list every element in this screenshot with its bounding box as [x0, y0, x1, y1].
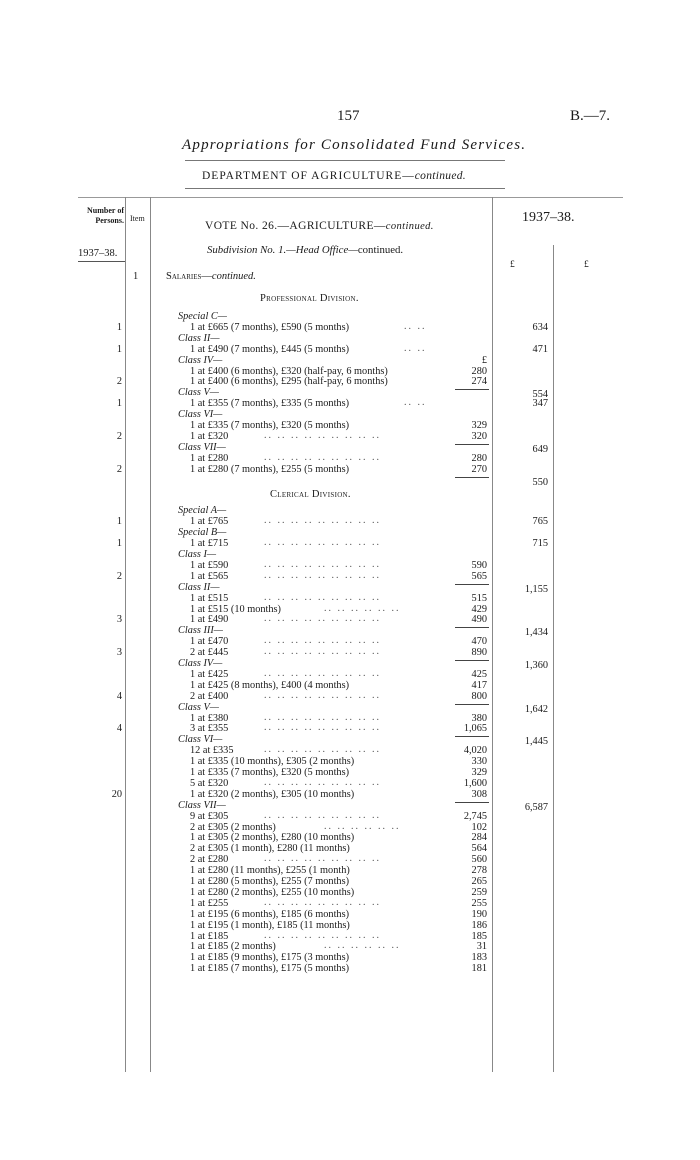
sub-amount: 429 — [471, 603, 487, 615]
sub-amount: 490 — [471, 614, 487, 626]
schedule-row-label: 12 at £335 — [190, 745, 234, 757]
schedule-row-label: 1 at £400 (6 months), £320 (half-pay, 6 months) — [190, 365, 388, 377]
total-amount: 765 — [532, 516, 548, 528]
leader-dots: .. .. .. .. .. .. — [324, 820, 401, 832]
year-underline — [78, 261, 125, 262]
sub-amount: 190 — [471, 908, 487, 920]
sub-amount: 320 — [471, 430, 487, 442]
schedule-row-label: 1 at £715 — [190, 538, 229, 550]
total-amount: 471 — [532, 343, 548, 355]
sub-amount: 255 — [471, 897, 487, 909]
sub-amount: 329 — [471, 420, 487, 431]
sub-amount: 590 — [471, 559, 487, 571]
schedule-row-label: 1 at £515 (10 months) — [190, 603, 281, 615]
persons-count: 1 — [116, 321, 122, 333]
sub-amount: 417 — [471, 679, 487, 691]
schedule-row-label: Class II— — [178, 332, 220, 344]
total-amount: 1,642 — [524, 703, 548, 715]
schedule-row-label: Class VI— — [178, 409, 223, 421]
schedule-row-label: 1 at £515 — [190, 592, 229, 604]
sub-amount: 4,020 — [463, 745, 487, 757]
item-number: 1 — [133, 271, 139, 282]
page-title: Appropriations for Consolidated Fund Services. — [182, 137, 527, 153]
leader-dots: .. .. — [404, 397, 427, 409]
leader-dots: .. .. .. .. .. .. .. .. .. — [264, 896, 381, 908]
sub-amount: 515 — [471, 592, 487, 604]
leader-dots: .. .. .. .. .. .. .. .. .. — [264, 667, 381, 679]
schedule-row-label: 1 at £320 (2 months), £305 (10 months) — [190, 788, 355, 800]
schedule-row-label: 1 at £335 (10 months), £305 (2 months) — [190, 756, 355, 768]
schedule-row-label: 1 at £400 (6 months), £295 (half-pay, 6 months) — [190, 376, 388, 388]
schedule-row-label: Class IV— — [178, 354, 223, 366]
schedule-row-label: Class VII— — [178, 441, 226, 453]
subtotal-rule — [455, 584, 489, 585]
persons-count: 1 — [116, 343, 122, 355]
title-rule — [185, 160, 505, 161]
sub-amount: 185 — [471, 930, 487, 942]
subtotal-rule — [455, 660, 489, 661]
total-amount: 347 — [532, 398, 548, 410]
sub-amount: 270 — [471, 463, 487, 475]
schedule-row-label: 1 at £765 — [190, 516, 229, 528]
schedule-row-label: 2 at £400 — [190, 690, 229, 702]
schedule-row-label: 5 at £320 — [190, 777, 229, 789]
schedule-row-label: Class I— — [178, 549, 217, 560]
total-amount: 554 — [532, 389, 548, 401]
schedule-row-label: 2 at £280 — [190, 854, 229, 866]
department-rule — [185, 188, 505, 189]
sub-amount: 186 — [471, 919, 487, 931]
schedule-row-label: Class V— — [178, 701, 219, 713]
sub-amount: 329 — [471, 767, 487, 778]
leader-dots: .. .. .. .. .. .. .. .. .. — [264, 689, 381, 701]
schedule-row-label: Special A— — [178, 505, 227, 517]
number-of-persons-header: Number of Persons. — [87, 206, 124, 225]
sub-amount: 800 — [471, 690, 487, 702]
schedule-row-label: Class VII— — [178, 799, 226, 811]
item-header: Item — [130, 214, 145, 223]
persons-count: 2 — [116, 430, 122, 442]
schedule-row-label: 1 at £490 (7 months), £445 (5 months) — [190, 343, 350, 355]
leader-dots: .. .. .. .. .. .. .. .. .. — [264, 515, 381, 527]
leader-dots: .. .. .. .. .. .. .. .. .. — [264, 613, 381, 625]
leader-dots: .. .. .. .. .. .. .. .. .. — [264, 451, 381, 463]
schedule-row-label: 1 at £280 (2 months), £255 (10 months) — [190, 886, 355, 898]
schedule-row-label: 2 at £305 (1 month), £280 (11 months) — [190, 843, 350, 855]
year-right-header: 1937–38. — [522, 210, 575, 225]
sub-amount: 265 — [471, 876, 487, 887]
schedule-row-label: 1 at £425 — [190, 668, 229, 680]
schedule-row-label: 1 at £305 (2 months), £280 (10 months) — [190, 832, 355, 844]
professional-division-heading: Professional Division. — [260, 293, 359, 304]
total-amount: 1,434 — [524, 627, 548, 639]
schedule-row-label: 1 at £425 (8 months), £400 (4 months) — [190, 679, 350, 691]
sub-amount: 470 — [471, 636, 487, 648]
persons-count: 1 — [116, 538, 122, 550]
total-amount: 6,587 — [524, 801, 548, 813]
leader-dots: .. .. .. .. .. .. — [324, 602, 401, 614]
schedule-row-label: 1 at £335 (7 months), £320 (5 months) — [190, 767, 350, 778]
schedule-row-label: Class IV— — [178, 658, 223, 669]
item-column-rule — [150, 197, 151, 1072]
schedule-row-label: 1 at £565 — [190, 570, 229, 582]
persons-count: 3 — [116, 647, 122, 659]
leader-dots: .. .. .. .. .. .. .. .. .. — [264, 929, 381, 941]
total-amount: 1,445 — [524, 736, 548, 748]
sub-amount: £ — [481, 354, 487, 366]
sub-amount: 890 — [471, 647, 487, 659]
schedule-row-label: 1 at £280 — [190, 452, 229, 464]
leader-dots: .. .. .. .. .. .. .. .. .. — [264, 809, 381, 821]
total-amount: 649 — [532, 443, 548, 455]
sub-amount: 278 — [471, 865, 487, 877]
schedule-row-label: 2 at £305 (2 months) — [190, 821, 276, 833]
schedule-row-label: 1 at £280 (11 months), £255 (1 month) — [190, 865, 350, 877]
sub-amount: 1,065 — [463, 723, 487, 735]
total-amount: 634 — [532, 321, 548, 333]
salaries-heading: Salaries—continued. — [166, 271, 256, 282]
sub-amount: 2,745 — [463, 810, 487, 822]
schedule-row-label: 1 at £590 — [190, 559, 229, 571]
leader-dots: .. .. .. .. .. .. — [324, 940, 401, 952]
persons-count: 20 — [111, 788, 122, 800]
schedule-row-label: 1 at £380 — [190, 712, 229, 724]
schedule-row-label: 1 at £490 — [190, 614, 229, 626]
persons-count: 2 — [116, 570, 122, 582]
sub-amount-column-rule — [492, 197, 493, 1072]
sub-amount: 425 — [471, 668, 487, 680]
total-column-rule — [553, 245, 554, 1072]
subtotal-rule — [455, 736, 489, 737]
sub-amount: 280 — [471, 365, 487, 377]
subtotal-rule — [455, 627, 489, 628]
schedule-row-label: 1 at £195 (1 month), £185 (11 months) — [190, 919, 350, 931]
table-top-rule — [78, 197, 623, 198]
schedule-row-label: Class V— — [178, 387, 219, 399]
sub-amount: 259 — [471, 886, 487, 898]
leader-dots: .. .. — [404, 320, 427, 332]
schedule-row-label: 1 at £195 (6 months), £185 (6 months) — [190, 908, 350, 920]
sub-amount: 274 — [471, 376, 487, 388]
schedule-row-label: 1 at £320 — [190, 430, 229, 442]
persons-count: 4 — [116, 723, 122, 735]
sub-amount: 380 — [471, 712, 487, 724]
sub-amount: 560 — [471, 854, 487, 866]
total-amount: 550 — [532, 476, 548, 488]
sub-amount: 181 — [471, 963, 487, 975]
schedule-row-label: Special C— — [178, 311, 227, 322]
schedule-row-label: 1 at £470 — [190, 636, 229, 648]
schedule-row-label: 1 at £280 (5 months), £255 (7 months) — [190, 876, 350, 887]
schedule-row-label: 1 at £185 (7 months), £175 (5 months) — [190, 963, 350, 975]
leader-dots: .. .. .. .. .. .. .. .. .. — [264, 744, 381, 756]
subtotal-rule — [455, 477, 489, 478]
sub-amount: 330 — [471, 756, 487, 768]
persons-column-rule — [125, 197, 126, 1072]
page-reference: B.—7. — [570, 108, 611, 124]
subtotal-rule — [455, 444, 489, 445]
vote-heading: VOTE No. 26.—AGRICULTURE—continued. — [205, 220, 434, 232]
persons-count: 2 — [116, 376, 122, 388]
year-left-header: 1937–38. — [78, 248, 118, 259]
department-heading: DEPARTMENT OF AGRICULTURE—continued. — [202, 170, 466, 182]
schedule-row-label: 1 at £185 (2 months) — [190, 941, 276, 953]
sub-amount: 564 — [471, 843, 487, 855]
sub-amount: 280 — [471, 452, 487, 464]
leader-dots: .. .. .. .. .. .. .. .. .. — [264, 853, 381, 865]
schedule-row-label: 9 at £305 — [190, 810, 229, 822]
schedule-row-label: Special B— — [178, 527, 227, 539]
sub-amount: 284 — [471, 832, 487, 844]
sub-amount: 1,600 — [463, 777, 487, 789]
pound-sign-col1: £ — [510, 260, 515, 270]
schedule-row-label: 1 at £185 (9 months), £175 (3 months) — [190, 952, 350, 964]
sub-amount: 102 — [471, 821, 487, 833]
leader-dots: .. .. .. .. .. .. .. .. .. — [264, 569, 381, 581]
total-amount: 715 — [532, 538, 548, 550]
clerical-division-heading: Clerical Division. — [270, 489, 351, 501]
persons-count: 1 — [116, 516, 122, 528]
persons-count: 1 — [116, 398, 122, 410]
sub-amount: 31 — [476, 941, 487, 953]
schedule-row-label: 1 at £355 (7 months), £335 (5 months) — [190, 398, 350, 410]
schedule-row-label: 1 at £665 (7 months), £590 (5 months) — [190, 321, 350, 333]
persons-count: 2 — [116, 463, 122, 475]
schedule-row-label: 3 at £355 — [190, 723, 229, 735]
leader-dots: .. .. .. .. .. .. .. .. .. — [264, 776, 381, 788]
page-number: 157 — [337, 108, 360, 124]
subtotal-rule — [455, 802, 489, 803]
schedule-row-label: 1 at £185 — [190, 930, 229, 942]
total-amount: 1,360 — [524, 660, 548, 671]
leader-dots: .. .. .. .. .. .. .. .. .. — [264, 646, 381, 658]
schedule-row-label: Class III— — [178, 625, 223, 637]
subdivision-heading: Subdivision No. 1.—Head Office—continued. — [207, 244, 404, 256]
total-amount: 1,155 — [524, 583, 548, 595]
sub-amount: 183 — [471, 952, 487, 964]
leader-dots: .. .. .. .. .. .. .. .. .. — [264, 711, 381, 723]
subtotal-rule — [455, 704, 489, 705]
sub-amount: 565 — [471, 570, 487, 582]
pound-sign-col2: £ — [584, 260, 589, 270]
sub-amount: 308 — [471, 788, 487, 800]
leader-dots: .. .. .. .. .. .. .. .. .. — [264, 429, 381, 441]
schedule-row-label: Class VI— — [178, 734, 223, 746]
persons-count: 3 — [116, 614, 122, 626]
leader-dots: .. .. .. .. .. .. .. .. .. — [264, 635, 381, 647]
schedule-row-label: 1 at £335 (7 months), £320 (5 months) — [190, 420, 350, 431]
leader-dots: .. .. — [404, 342, 427, 354]
leader-dots: .. .. .. .. .. .. .. .. .. — [264, 722, 381, 734]
leader-dots: .. .. .. .. .. .. .. .. .. — [264, 558, 381, 570]
schedule-row-label: 1 at £280 (7 months), £255 (5 months) — [190, 463, 350, 475]
persons-count: 4 — [116, 690, 122, 702]
subtotal-rule — [455, 389, 489, 390]
schedule-row-label: Class II— — [178, 581, 220, 593]
leader-dots: .. .. .. .. .. .. .. .. .. — [264, 591, 381, 603]
leader-dots: .. .. .. .. .. .. .. .. .. — [264, 537, 381, 549]
schedule-row-label: 2 at £445 — [190, 647, 229, 659]
schedule-row-label: 1 at £255 — [190, 897, 229, 909]
